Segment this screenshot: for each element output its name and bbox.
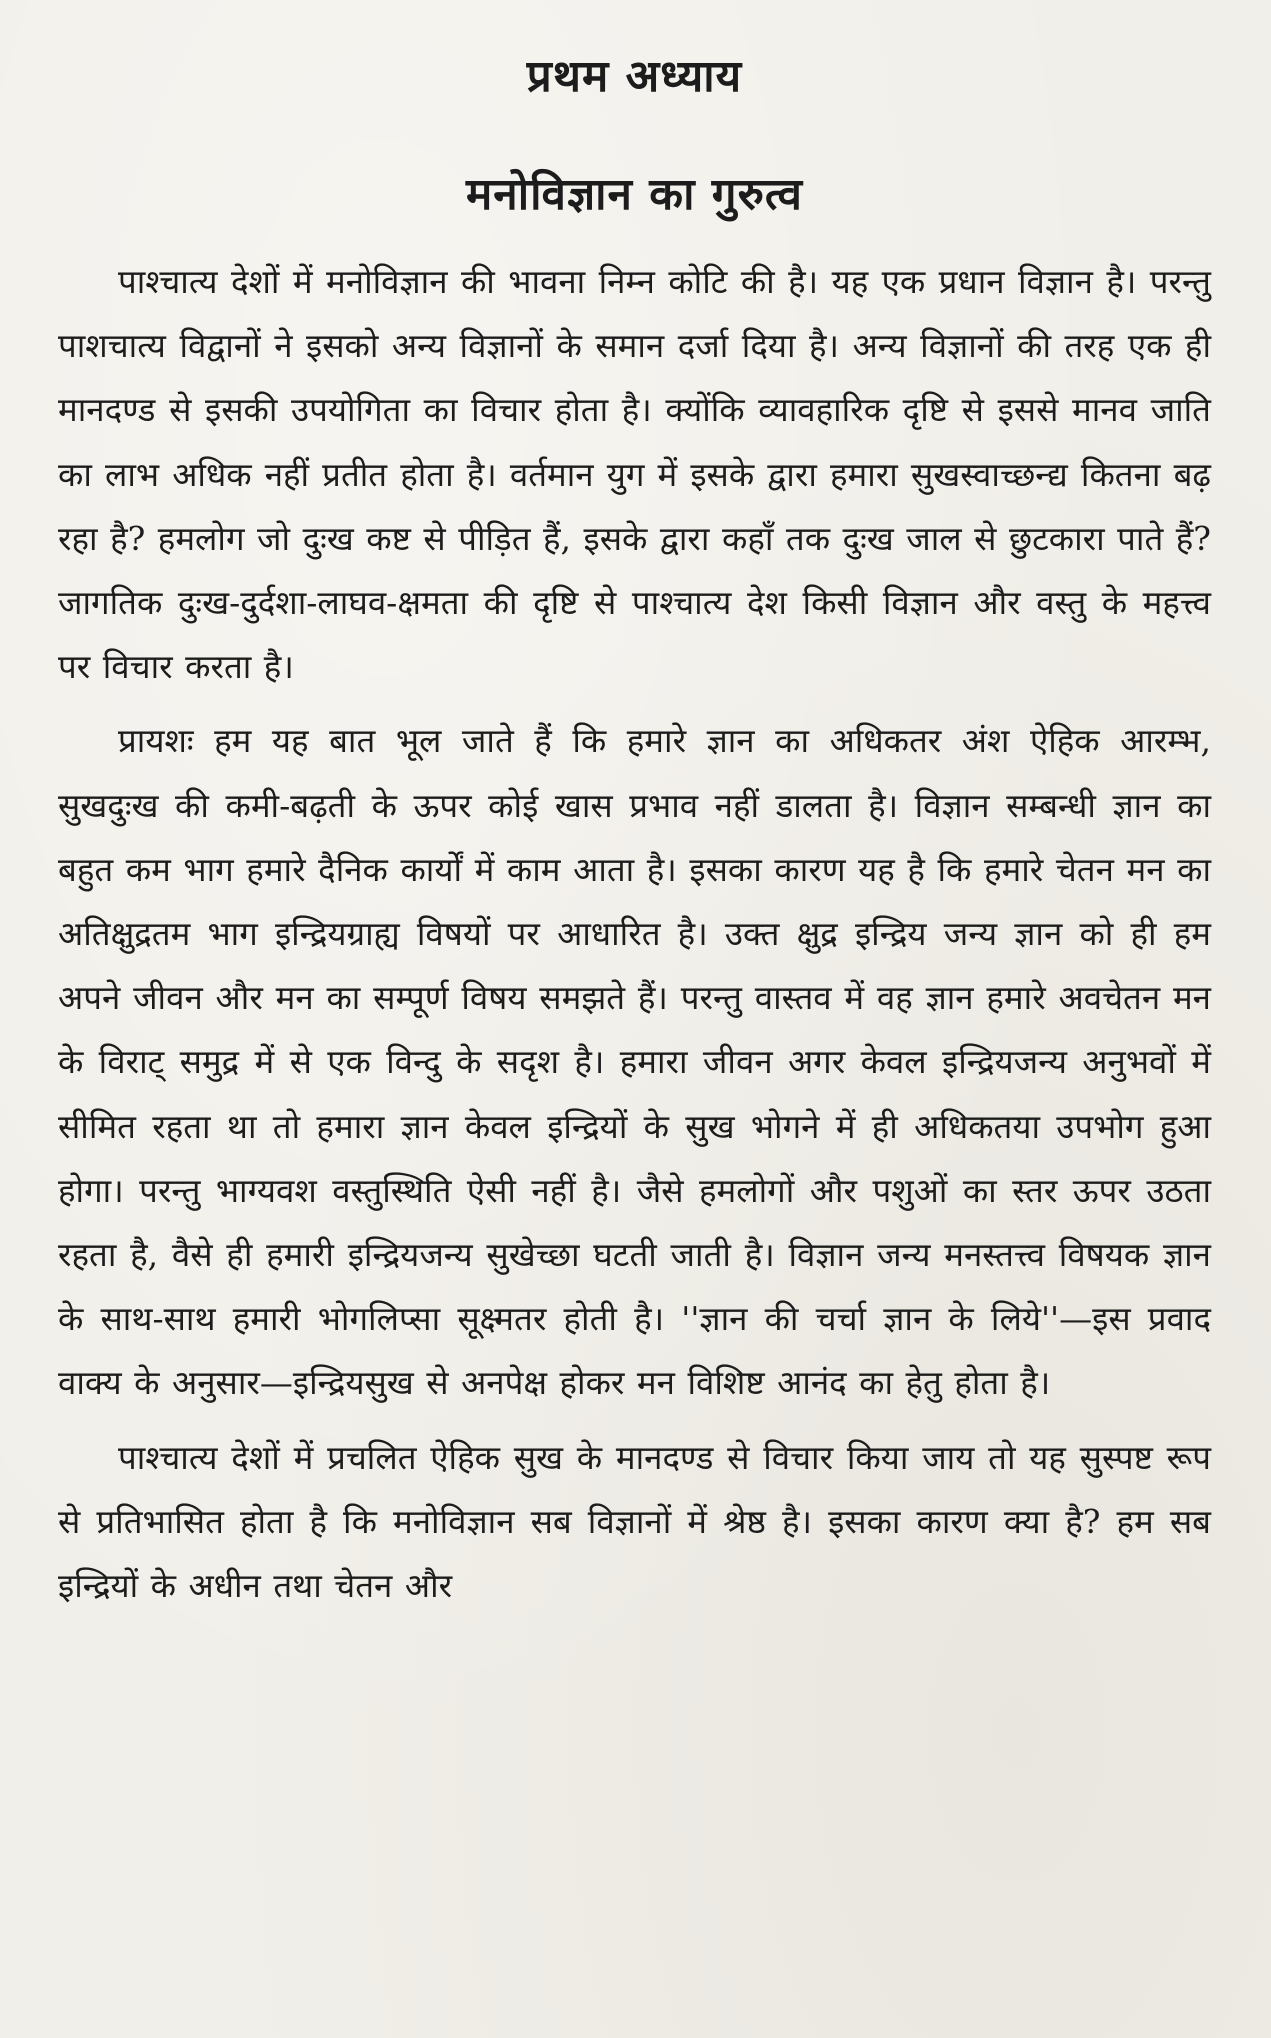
body-text	[58, 250, 1211, 1618]
chapter-title: मनोविज्ञान का गुरुत्व	[465, 169, 804, 220]
paragraph-1: पाश्चात्य देशों में मनोविज्ञान की भावना निम्न कोटि की है। यह एक प्रधान विज्ञान है। परन्तु पाशचात्य विद्वानों ने इसको अन्य विज्ञानों के समान दर्जा दिया है। अन्य विज्ञानों की तरह एक ही मानदण्ड से इसकी उपयोगिता का विचार होता है। क्योंकि व्यावहारिक दृष्टि से इससे मानव जाति का लाभ अधिक नहीं प्रतीत होता है। वर्तमान युग में इसके द्वारा हमारा सुखस्वाच्छन्द्य कितना बढ़ रहा है? हमलोग जो दुःख कष्ट से पीड़ित हैं, इसके द्वारा कहाँ तक दुःख जाल से छुटकारा पाते हैं? जागतिक दुःख-दुर्दशा-लाघव-क्षमता की दृष्टि से पाश्चात्य देश किसी विज्ञान और वस्तु के महत्त्व पर विचार करता है।	[58, 262, 1211, 687]
paragraph-2: प्रायशः हम यह बात भूल जाते हैं कि हमारे ज्ञान का अधिकतर अंश ऐहिक आरम्भ, सुखदुःख की कमी-बढ़ती के ऊपर कोई खास प्रभाव नहीं डालता है। विज्ञान सम्बन्धी ज्ञान का बहुत कम भाग हमारे दैनिक कार्यों में काम आता है। इसका कारण यह है कि हमारे चेतन मन का अतिक्षुद्रतम भाग इन्द्रियग्राह्य विषयों पर आधारित है। उक्त क्षुद्र इन्द्रिय जन्य ज्ञान को ही हम अपने जीवन और मन का सम्पूर्ण विषय समझते हैं। परन्तु वास्तव में वह ज्ञान हमारे अवचेतन मन के विराट् समुद्र में से एक विन्दु के सदृश है। हमारा जीवन अगर केवल इन्द्रियजन्य अनुभवों में सीमित रहता था तो हमारा ज्ञान केवल इन्द्रियों के सुख भोगने में ही अधिकतया उपभोग हुआ होगा। परन्तु भाग्यवश वस्तुस्थिति ऐसी नहीं है। जैसे हमलोगों और पशुओं का स्तर ऊपर उठता रहता है, वैसे ही हमारी इन्द्रियजन्य सुखेच्छा घटती जाती है। विज्ञान जन्य मनस्तत्त्व विषयक ज्ञान के साथ-साथ हमारी भोगलिप्सा सूक्ष्मतर होती है। ''ज्ञान की चर्चा ज्ञान के लिये''—इस प्रवाद वाक्य के अनुसार—इन्द्रियसुख से अनपेक्ष होकर मन विशिष्ट आनंद का हेतु होता है।	[58, 721, 1211, 1403]
chapter-label: प्रथम अध्याय	[526, 51, 743, 102]
paragraph-3: पाश्चात्य देशों में प्रचलित ऐहिक सुख के मानदण्ड से विचार किया जाय तो यह सुस्पष्ट रूप से प्रतिभासित होता है कि मनोविज्ञान सब विज्ञानों में श्रेष्ठ है। इसका कारण क्या है? हम सब इन्द्रियों के अधीन तथा चेतन और	[58, 1437, 1211, 1606]
